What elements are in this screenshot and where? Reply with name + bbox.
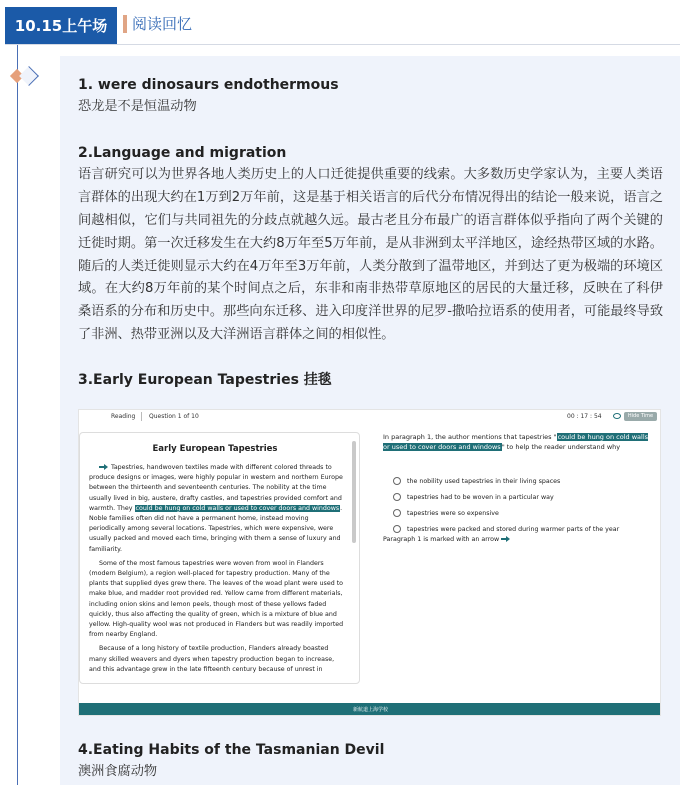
q-highlight: could be hung on cold walls or used to cover doors and windows — [383, 433, 649, 451]
item-title-1: 1. were dinosaurs endothermous — [78, 77, 339, 93]
p1-highlight: could be hung on cold walls or used to cover doors and windows — [135, 504, 340, 512]
passage-scrollbar — [352, 441, 356, 543]
arrow-icon — [501, 536, 511, 542]
radio-icon — [393, 493, 401, 501]
eye-icon — [613, 413, 621, 419]
panel-pointer-icon — [19, 66, 39, 86]
content-list-lower — [78, 739, 663, 784]
hide-time-button: Hide Time — [624, 412, 657, 421]
p1-text-b: . Noble families often did not have a permanent home, instead moving periodically among several locations. Tapestries, which were expensive, were usually packed and moved each time, bringing with them a sense of luxury and familiarity. — [89, 504, 343, 553]
option-label: the nobility used tapestries in their living spaces — [407, 477, 561, 485]
answer-option — [393, 524, 619, 534]
section-label: Reading — [111, 413, 136, 420]
content-list — [78, 74, 663, 391]
question-stem — [383, 432, 655, 452]
timeline-line — [17, 45, 18, 785]
radio-icon — [393, 477, 401, 485]
screenshot-toolbar — [79, 410, 661, 424]
answer-option — [393, 492, 619, 502]
radio-icon — [393, 525, 401, 533]
passage-paragraph-2: Some of the most famous tapestries were woven from wool in Flanders (modern Belgium), a region well-placed for tapestry production. Many of the plants that supplied dyes grew there. The leaves of the woad plant were used to make blue, and madder root provided red. Yellow came from different materials, including onion skins and lemon peels, though most of these yellows faded quickly, thus also affecting the quality of green, which is a mixture of blue and yellow. High-quality wool was not produced in Flanders but was readily imported from nearby England. — [89, 559, 344, 639]
page-subtitle: 阅读回忆 — [132, 15, 193, 33]
answer-option — [393, 476, 619, 486]
q-text-b: " to help the reader understand why — [501, 443, 621, 451]
q-text-a: In paragraph 1, the author mentions that tapestries " — [383, 433, 557, 441]
toolbar-divider — [141, 412, 142, 421]
p1-text-a: Tapestries, handwoven textiles made with different colored threads to produce designs or images, were highly popular in western and northern Europe between the thirteenth and seventeenth centuries. The nobility at the time usually lived in big, austere, drafty castles, and tapestries provided comfort and warmth. They — [89, 464, 343, 512]
passage-paragraph-1 — [89, 463, 346, 555]
question-screenshot — [78, 409, 661, 716]
item-title-2: 2.Language and migration — [78, 144, 287, 161]
arrow-icon — [99, 464, 109, 470]
item-title-3: 3.Early European Tapestries 挂毯 — [78, 372, 332, 389]
screenshot-footer: 新航道上海学校 — [79, 703, 661, 716]
answer-options — [393, 470, 619, 534]
item-desc-2: 语言研究可以为世界各地人类历史上的人口迁徙提供重要的线索。大多数历史学家认为，主要人类语言群体的出现大约在1万到2万年前，这是基于相关语言的后代分布情况得出的结论一般来说，语言之间越相似，它们与共同祖先的分歧点就越久远。最古老且分布最广的语言群体似乎指向了两个关键的迁徙时期。第一次迁移发生在大约8万年至5万年前，是从非洲到太平洋地区，途经热带区域的水路。随后的人类迁徙则显示大约在4万年至3万年前，人类分散到了温带地区，并到达了更为极端的环境区域。在大约8万年前的某个时间点之后，东非和南非热带草原地区的居民的大量迁移，反映在了科伊桑语系的分布和历史中。那些向东迁移、进入印度洋世界的尼罗-撒哈拉语系的使用者，可能最终导致了非洲、热带亚洲以及大洋洲语言群体之间的相似性。 — [78, 166, 664, 343]
passage-body — [89, 463, 346, 679]
option-label: tapestries were packed and stored during warmer parts of the year — [407, 525, 620, 533]
marked-note-text: Paragraph 1 is marked with an arrow — [383, 536, 500, 543]
item-desc-1: 恐龙是不是恒温动物 — [78, 99, 197, 114]
radio-icon — [393, 509, 401, 517]
passage-title: Early European Tapestries — [152, 444, 278, 454]
subtitle-accent-bar — [123, 15, 127, 33]
timer: 00 : 17 : 54 — [567, 413, 602, 420]
passage-box — [79, 432, 360, 684]
option-label: tapestries had to be woven in a particular way — [407, 493, 554, 501]
session-tab[interactable]: 10.15上午场 — [5, 7, 117, 44]
marked-note — [383, 536, 511, 543]
item-desc-4: 澳洲食腐动物 — [78, 764, 158, 779]
header-divider — [5, 44, 680, 45]
passage-paragraph-3: Because of a long history of textile production, Flanders already boasted many skilled weavers and dyers when tapestry production began to increase, and this advantage grew in the late fifteenth century because of unrest in — [89, 645, 335, 673]
question-counter: Question 1 of 10 — [149, 413, 199, 420]
item-title-4: 4.Eating Habits of the Tasmanian Devil — [78, 742, 385, 758]
answer-option — [393, 508, 619, 518]
option-label: tapestries were so expensive — [407, 509, 499, 517]
